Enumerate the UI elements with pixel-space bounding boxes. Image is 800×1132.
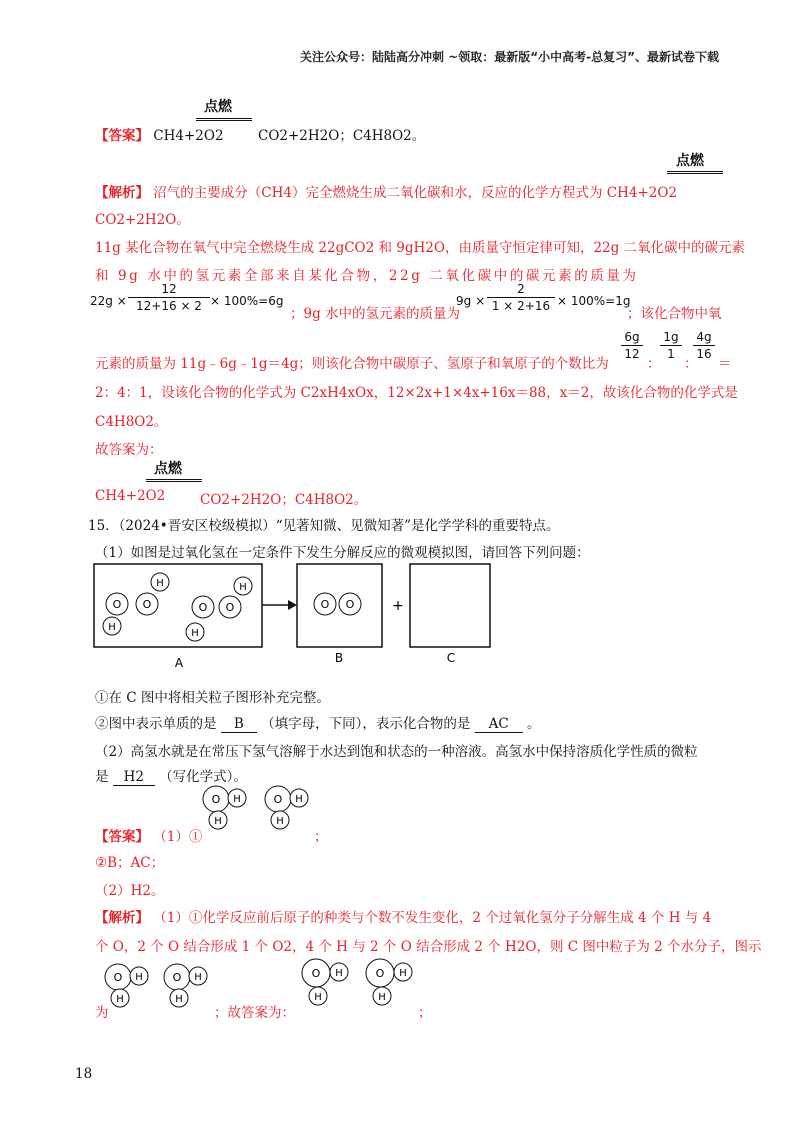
answer-15-a1: （1）① [153, 829, 203, 845]
label-a: A [174, 656, 184, 670]
svg-text:O: O [320, 598, 330, 611]
ignition-label-3: 点燃 [154, 461, 182, 477]
sub2-text-a: ②图中表示单质的是 [95, 716, 217, 732]
svg-text:H: H [335, 968, 343, 979]
svg-text:H: H [135, 972, 143, 983]
analysis-14-line3: 11g 某化合物在氧气中完全燃烧生成 22gCO2 和 9gH2O，由质量守恒定律可知，22g 二氧化碳中的碳元素 [95, 240, 746, 256]
analysis-water-molecules-2 [298, 955, 423, 1010]
svg-text:H: H [214, 816, 222, 827]
plus-sign: + [392, 598, 404, 614]
final-eq-right: CO2+2H2O；C4H8O2。 [200, 492, 368, 508]
svg-text:O: O [142, 598, 152, 611]
answer-eq-right: CO2+2H2O；C4H8O2。 [258, 128, 426, 144]
hydrogen-formula-prefix: 9g × [456, 294, 486, 308]
ignition-equals-sign [196, 118, 252, 121]
svg-text:H: H [175, 994, 183, 1005]
reaction-arrow [262, 600, 297, 610]
answer-blank-h2: H2 [113, 769, 155, 786]
svg-text:H: H [239, 582, 247, 593]
svg-text:O: O [345, 598, 355, 611]
svg-text:O: O [172, 971, 182, 984]
analysis-text: 沼气的主要成分（CH4）完全燃烧生成二氧化碳和水，反应的化学方程式为 CH4+2O2 [153, 185, 678, 201]
page-number: 18 [75, 1066, 93, 1082]
svg-text:H: H [191, 628, 199, 639]
svg-text:H: H [295, 794, 303, 805]
sub2-text-c: 。 [526, 716, 541, 732]
analysis-14-line7: 2：4：1，设该化合物的化学式为 C2xH4xOx，12×2x+1×4x+16x＝88，x＝2，故该化合物的化学式是 [95, 385, 738, 401]
answer-15-line1 [95, 825, 202, 845]
answer-15-line2: ②B；AC； [95, 855, 165, 871]
svg-text:O: O [112, 598, 122, 611]
svg-text:H: H [314, 992, 322, 1003]
answer-14 [95, 124, 224, 144]
hydrogen-fraction: 2 1 × 2+16 [487, 282, 555, 313]
ignition-label-2: 点燃 [676, 153, 704, 169]
answer-water-molecules [198, 782, 323, 832]
q15-part2: （2）高氢水就是在常压下氢气溶解于水达到饱和状态的一种溶液。高氢水中保持溶质化学性质的微粒 [95, 744, 698, 760]
answer-15-label: 【答案】 [95, 829, 149, 845]
part2-text-c: （写化学式）。 [159, 769, 247, 785]
answer-blank-elemental: B [221, 716, 257, 733]
ratio-equals: ＝ [718, 356, 732, 372]
ratio-separator-1: ： [647, 356, 661, 372]
analysis-15-line3-c: ； [418, 1005, 432, 1021]
box-b [297, 564, 382, 647]
svg-text:O: O [211, 793, 221, 806]
answer-15-line3: （2）H2。 [95, 883, 165, 899]
ratio-fraction-h: 1g 1 [660, 330, 682, 361]
box-c [410, 564, 490, 647]
analysis-water-molecules-1 [100, 960, 220, 1010]
svg-text:H: H [233, 794, 241, 805]
analysis-15-text: （1）①化学反应前后原子的种类与个数不发生变化，2 个过氧化氢分子分解生成 4 个 H 与 4 [153, 910, 712, 926]
svg-text:O: O [113, 971, 123, 984]
box-a [94, 564, 262, 647]
part2-text-b: 是 [95, 769, 109, 785]
analysis-15-line2: 个 O，2 个 O 结合形成 1 个 O2，4 个 H 与 2 个 O 结合形成 2 个 H2O，则 C 图中粒子为 2 个水分子，图示 [95, 939, 762, 955]
svg-text:O: O [198, 601, 208, 614]
svg-text:H: H [378, 992, 386, 1003]
analysis-15-label: 【解析】 [95, 910, 149, 926]
page-header: 关注公众号：陆陆高分冲刺 ~领取：最新版“小中高考-总复习”、最新试卷下载 [300, 50, 719, 64]
q15-sub1: ①在 C 图中将相关粒子图形补充完整。 [95, 690, 330, 706]
analysis-15-line1 [95, 906, 711, 926]
carbon-formula-suffix: × 100%=6g [210, 294, 284, 308]
ratio-separator-2: ： [684, 356, 698, 372]
svg-text:H: H [116, 994, 124, 1005]
label-b: B [334, 651, 344, 665]
analysis-14-line4: 和 9g 水中的氢元素全部来自某化合物，22g 二氧化碳中的碳元素的质量为 [95, 268, 639, 284]
svg-text:H: H [194, 972, 202, 983]
analysis-14-line8: C4H8O2。 [95, 414, 168, 430]
analysis-14-line1 [95, 181, 677, 201]
analysis-15-line3-b: ；故答案为： [214, 1005, 295, 1021]
ignition-equals-sign-2 [667, 171, 723, 174]
svg-text:O: O [375, 967, 385, 980]
answer-blank-compound: AC [475, 716, 523, 733]
q15-stem: 15．（2024•晋安区校级模拟）“见著知微、见微知著”是化学学科的重要特点。 [88, 518, 560, 534]
svg-text:O: O [273, 793, 283, 806]
answer-eq-left: CH4+2O2 [153, 128, 224, 144]
q15-part1: （1）如图是过氧化氢在一定条件下发生分解反应的微观模拟图，请回答下列问题： [95, 545, 590, 561]
svg-text:O: O [225, 601, 235, 614]
carbon-fraction: 12 12+16 × 2 [128, 282, 210, 313]
h2o2-decomposition-diagram [85, 555, 505, 675]
analysis-15-line3-a: 为 [95, 1005, 109, 1021]
svg-text:H: H [276, 816, 284, 827]
hydrogen-formula-suffix: × 100%=1g [557, 294, 631, 308]
carbon-formula-prefix: 22g × [90, 294, 127, 308]
analysis-14-line6: 元素的质量为 11g﹣6g﹣1g＝4g；则该化合物中碳原子、氢原子和氧原子的个数比为 [95, 356, 609, 372]
oxygen-intro: ；该化合物中氧 [627, 306, 722, 322]
svg-text:H: H [399, 968, 407, 979]
ratio-fraction-c: 6g 12 [621, 330, 643, 361]
answer-15-a1-end: ； [314, 829, 328, 845]
q15-sub2 [95, 712, 540, 733]
analysis-14-line2: CO2+2H2O。 [95, 212, 190, 228]
ratio-fraction-o: 4g 16 [693, 330, 715, 361]
sub2-text-b: （填字母，下同），表示化合物的是 [261, 716, 471, 732]
final-eq-left: CH4+2O2 [95, 488, 166, 504]
analysis-14-conclusion: 故答案为： [95, 442, 163, 458]
svg-text:O: O [311, 967, 321, 980]
analysis-label: 【解析】 [95, 185, 149, 201]
label-c: C [446, 651, 456, 665]
answer-label: 【答案】 [95, 128, 149, 144]
svg-text:H: H [108, 622, 116, 633]
ignition-label: 点燃 [204, 99, 232, 115]
hydrogen-mass-text: ；9g 水中的氢元素的质量为 [290, 306, 461, 322]
ignition-equals-sign-3 [146, 479, 202, 482]
svg-text:H: H [156, 578, 164, 589]
